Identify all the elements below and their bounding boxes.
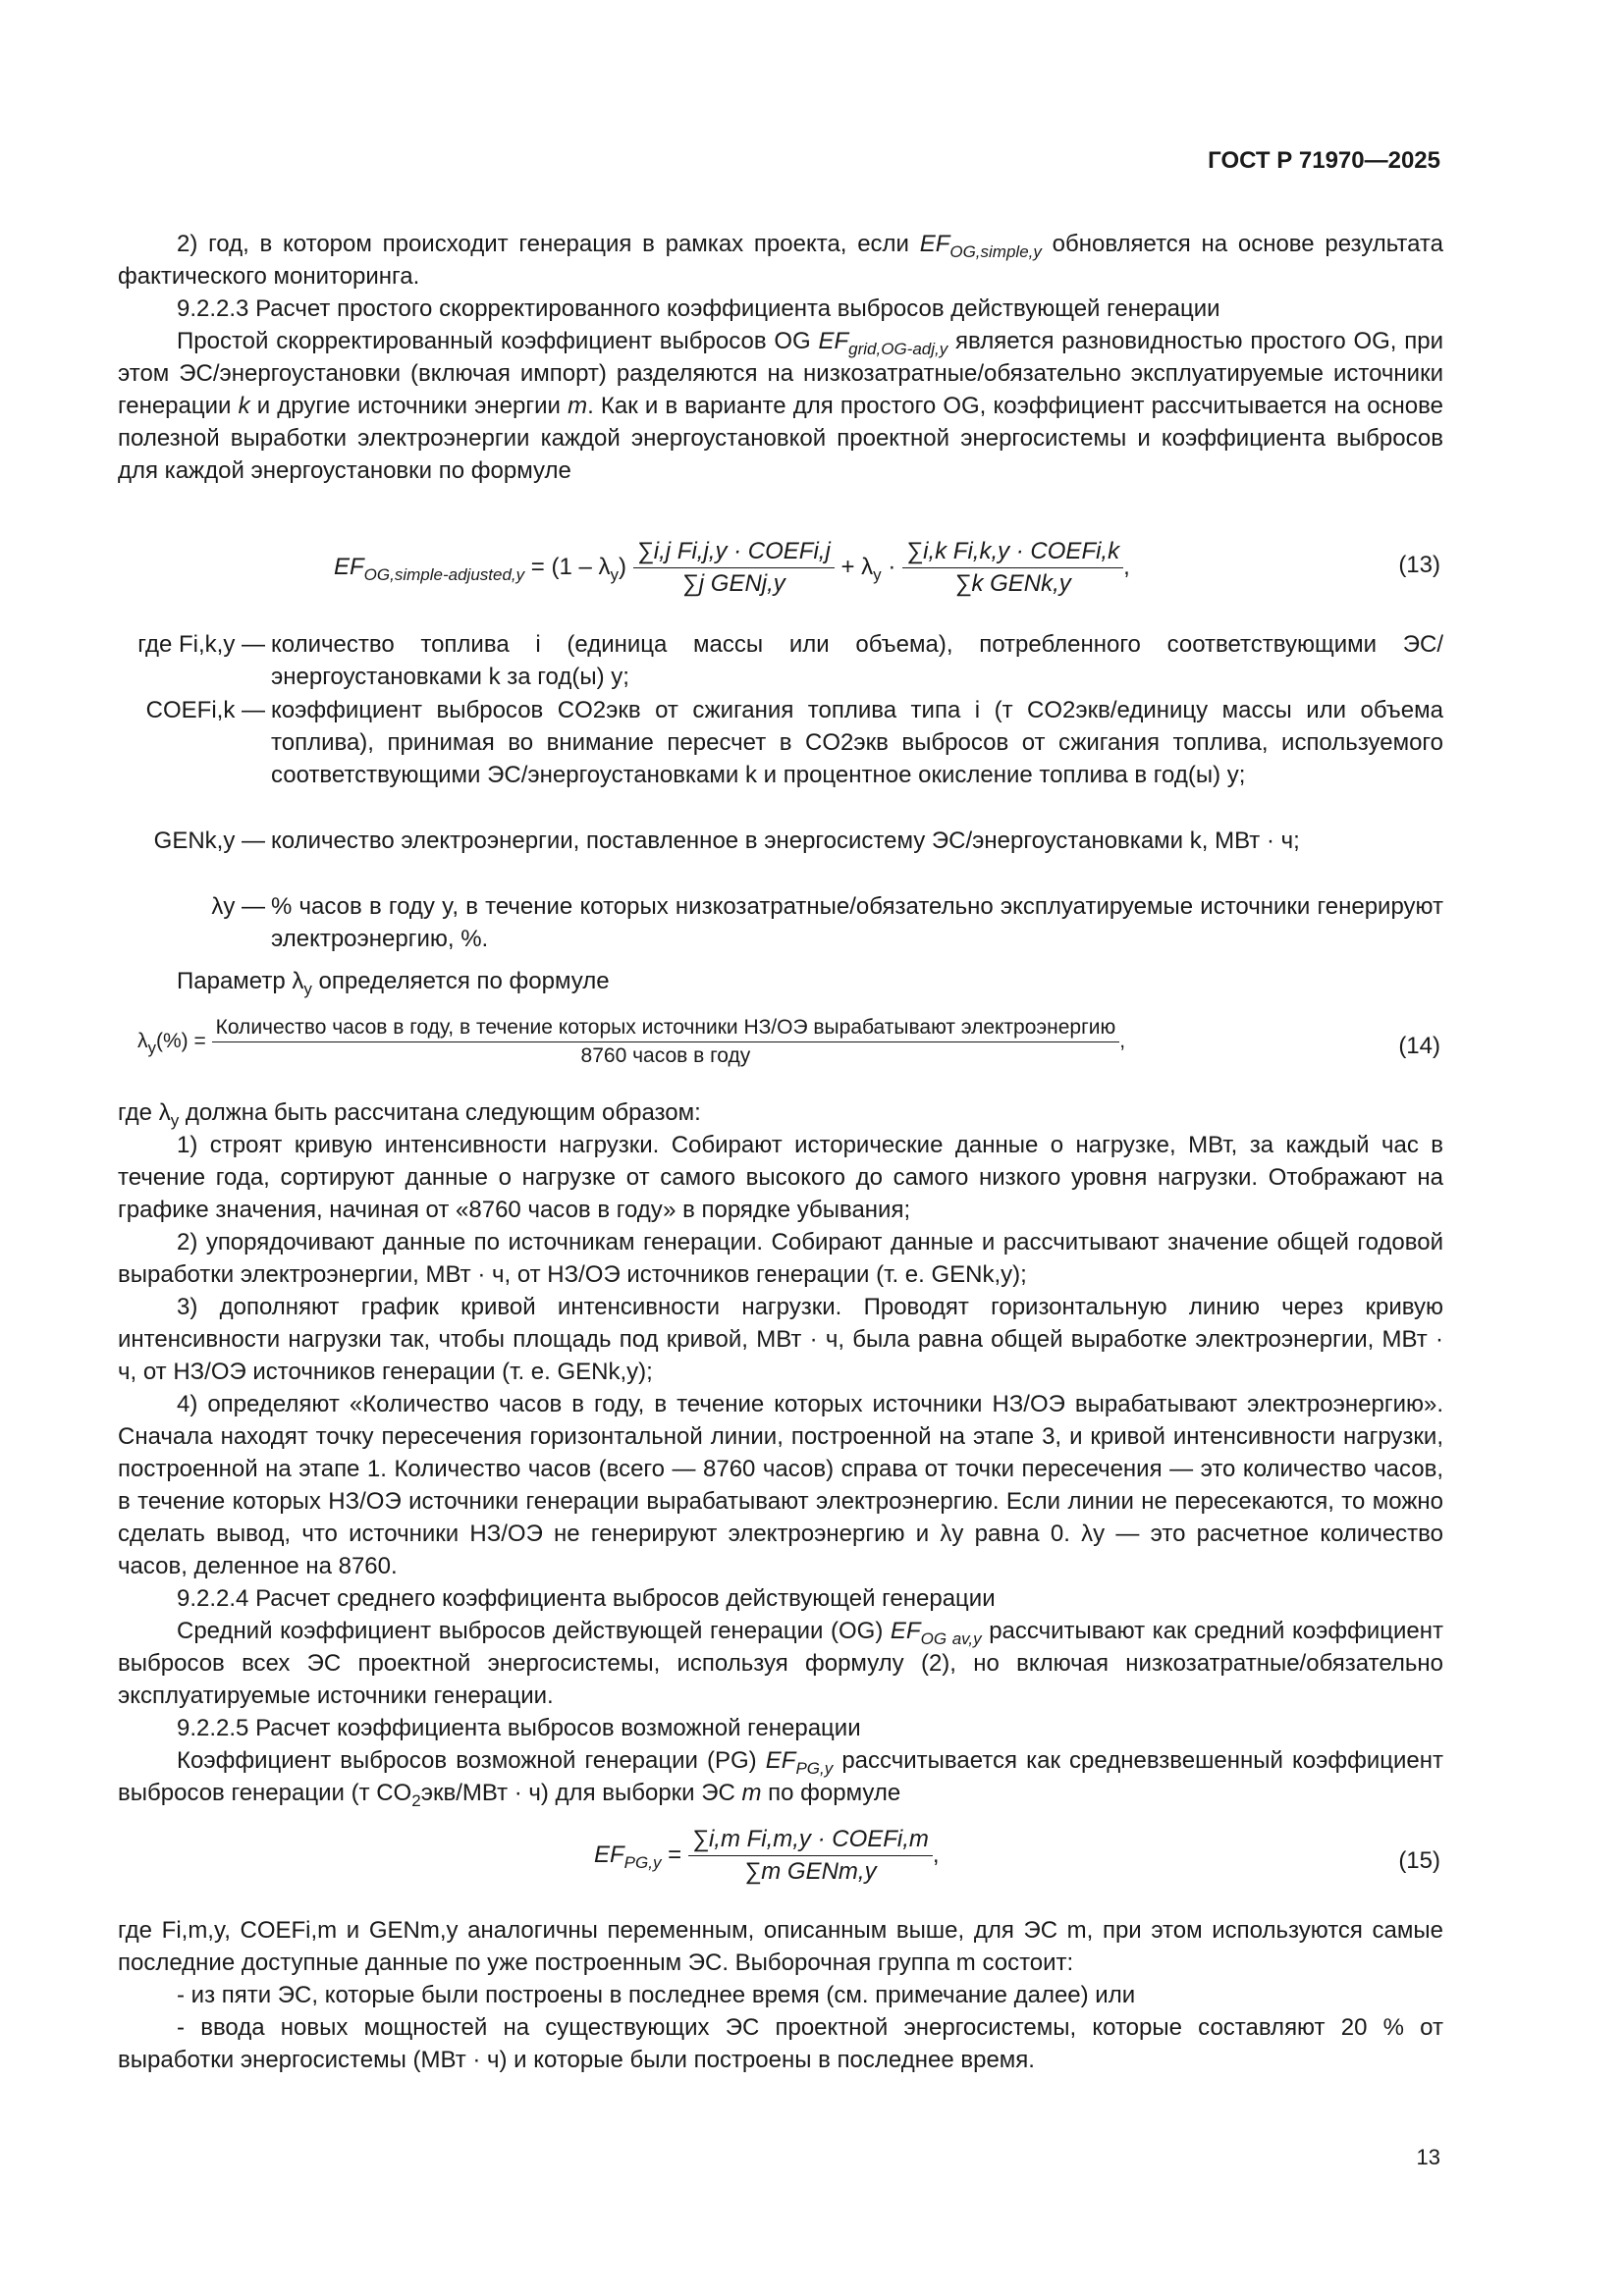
paragraph-simple-adjusted: Простой скорректированный коэффициент выбросов OG $EF_{grid,OG-adj,y}$ является разновидностью простого OG, при этом ЭС/энергоустановки (включая импорт) разделяются на низкозатратные/обязательно эксплуатируемые источники генерации k и другие источники энергии m. Как и в варианте для простого OG, коэффициент рассчитывается на основе полезной выработки электроэнергии каждой энергоустановкой проектной энергосистемы и коэффициента выбросов для каждой энергоустановки по формуле	[118, 328, 1443, 484]
definition-lambda: λy — % часов в году y, в течение которых низкозатратные/обязательно эксплуатируемые источники генерируют электроэнергию, %.	[211, 893, 1443, 952]
equation-14: $\lambda_y(\%)$ = Количество часов в году, в течение которых источники НЗ/ОЭ вырабатывают электроэнергию 8760 часов в году ,	[137, 1016, 1126, 1067]
definition-F: где Fi,k,y — количество топлива i (единица массы или объема), потребленного соответствующими ЭС/энергоустановками k за год(ы) y;	[137, 631, 1443, 690]
equation-15-number: (15)	[1398, 1847, 1440, 1874]
section-9-2-2-4-title: 9.2.2.4 Расчет среднего коэффициента выбросов действующей генерации	[177, 1585, 996, 1612]
paragraph-average-og: Средний коэффициент выбросов действующей генерации (OG) $EF_{OG av,y}$ рассчитывают как средний коэффициент выбросов всех ЭС проектной энергосистемы, используя формулу (2), но включая низкозатратные/обязательно эксплуатируемые источники генерации.	[118, 1618, 1443, 1709]
standard-header: ГОСТ Р 71970—2025	[1208, 147, 1440, 174]
equation-13-number: (13)	[1398, 552, 1440, 578]
section-9-2-2-3-title: 9.2.2.3 Расчет простого скорректированного коэффициента выбросов действующей генерации	[177, 295, 1220, 322]
step-1: 1) строят кривую интенсивности нагрузки. Собирают исторические данные о нагрузке, МВт, за каждый час в течение года, сортируют данные о нагрузке от самого высокого до самого низкого уровня нагрузки. Отображают на графике значения, начиная от «8760 часов в году» в порядке убывания;	[118, 1132, 1443, 1223]
fraction-pg: $\frac{\text{∑i,m Fi,m,y · COEFi,m}}{\text{∑m GENm,y}}$	[688, 1826, 933, 1886]
paragraph-pg: Коэффициент выбросов возможной генерации (PG) $EF_{PG,y}$ рассчитывается как средневзвешенный коэффициент выбросов генерации (т $CO_2экв$/МВт · ч) для выборки ЭС m по формуле	[118, 1747, 1443, 1810]
fraction-hours: Количество часов в году, в течение которых источники НЗ/ОЭ вырабатывают электроэнергию 8760 часов в году	[212, 1016, 1120, 1068]
step-3: 3) дополняют график кривой интенсивности нагрузки. Проводят горизонтальную линию через кривую интенсивности нагрузки так, чтобы площадь под кривой, МВт · ч, была равна общей выработке электроэнергии, МВт · ч, от НЗ/ОЭ источников генерации (т. е. GENk,y);	[118, 1294, 1443, 1385]
calc-intro: где $\lambda_y$ должна быть рассчитана следующим образом:	[118, 1099, 701, 1130]
paragraph-sample-group: где Fi,m,y, COEFi,m и GENm,y аналогичны переменным, описанным выше, для ЭС m, при этом используются самые последние доступные данные по уже построенным ЭС. Выборочная группа m состоит:	[118, 1917, 1443, 1976]
page-number: 13	[1416, 2145, 1440, 2169]
equation-15: $EF_{PG,y}$ = $\frac{\text{∑i,m Fi,m,y · COEFi,m}}{\text{∑m GENm,y}}$ ,	[594, 1826, 940, 1885]
definition-COEF: COEFi,k — коэффициент выбросов CO2экв от сжигания топлива типа i (т CO2экв/единицу массы или объема топлива), принимая во внимание пересчет в CO2экв выбросов от сжигания топлива, используемого соответствующими ЭС/энергоустановками k и процентное окисление топлива в год(ы) y;	[145, 697, 1443, 788]
fraction-1: $\frac{\text{∑i,j Fi,j,y · COEFi,j}}{\text{∑j GENj,y}}$	[633, 538, 835, 598]
step-2: 2) упорядочивают данные по источникам генерации. Собирают данные и рассчитывают значение общей годовой выработки электроэнергии, МВт · ч, от НЗ/ОЭ источников генерации (т. е. GENk,y);	[118, 1229, 1443, 1288]
paragraph-item-2: 2) год, в котором происходит генерация в рамках проекта, если $EF_{OG,simple,y}$ обновляется на основе результата фактического мониторинга.	[118, 231, 1443, 290]
section-9-2-2-5-title: 9.2.2.5 Расчет коэффициента выбросов возможной генерации	[177, 1715, 861, 1741]
equation-14-number: (14)	[1398, 1033, 1440, 1059]
param-lambda-line: Параметр $\lambda_y$ определяется по формуле	[177, 968, 610, 998]
bullet-1: - из пяти ЭС, которые были построены в последнее время (см. примечание далее) или	[177, 1982, 1136, 2008]
fraction-2: $\frac{\text{∑i,k Fi,k,y · COEFi,k}}{\text{∑k GENk,y}}$	[902, 538, 1123, 598]
bullet-2: - ввода новых мощностей на существующих ЭС проектной энергосистемы, которые составляют 20 % от выработки энергосистемы (МВт · ч) и которые были построены в последнее время.	[118, 2014, 1443, 2073]
step-4: 4) определяют «Количество часов в году, в течение которых источники НЗ/ОЭ вырабатывают электроэнергию». Сначала находят точку пересечения горизонтальной линии, построенной на этапе 3, и кривой интенсивности нагрузки, построенной на этапе 1. Количество часов (всего — 8760 часов) справа от точки пересечения — это количество часов, в течение которых НЗ/ОЭ источники генерации вырабатывают электроэнергию. Если линии не пересекаются, то можно сделать вывод, что источники НЗ/ОЭ не генерируют электроэнергию и λy равна 0. λy — это расчетное количество часов, деленное на 8760.	[118, 1391, 1443, 1579]
equation-13: $EF_{OG,simple-adjusted,y} = (1 - \lambda_y)$ $\frac{\text{∑i,j Fi,j,y · COEFi,j}}{\text{∑j GENj,y}}$ + $\lambda_y$ · $\frac{\text{∑i,k Fi,k,y · COEFi,k}}{\text{∑k GENk,y}}$ ,	[334, 538, 1130, 597]
definition-GEN: GENk,y — количество электроэнергии, поставленное в энергосистему ЭС/энергоустановками k, МВт · ч;	[153, 828, 1300, 854]
